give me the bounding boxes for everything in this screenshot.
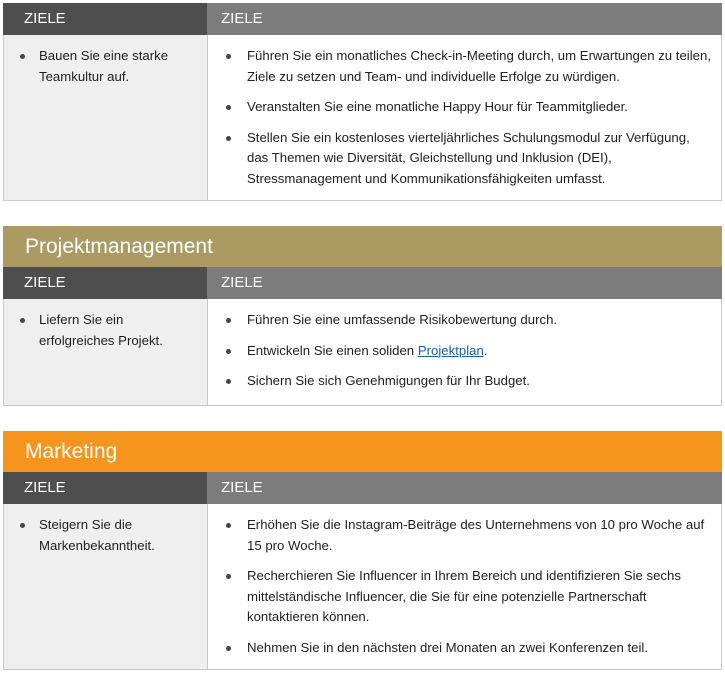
goal-cell <box>4 35 208 200</box>
col2-header: ZIELE <box>207 472 722 504</box>
marketing-section <box>3 431 722 670</box>
table-body <box>3 299 722 406</box>
project-management-section <box>3 226 722 406</box>
bullet-icon <box>226 105 231 110</box>
list-item: Führen Sie ein monatliches Check-in-Meeting durch, um Erwartungen zu teilen, Ziele zu setzen und Team- und individuelle Erfolge zu würdigen. <box>208 46 721 87</box>
bullet-icon <box>226 646 231 651</box>
list-item: Sichern Sie sich Genehmigungen für Ihr Budget. <box>208 371 721 392</box>
section-title: Projektmanagement <box>3 226 722 267</box>
projektplan-link[interactable]: Projektplan <box>417 342 484 358</box>
bullet-icon <box>226 574 231 579</box>
bullet-icon <box>226 379 231 384</box>
bullet-icon <box>20 523 25 528</box>
table-body <box>3 35 722 201</box>
col1-header: ZIELE <box>3 267 207 299</box>
actions-cell <box>208 35 721 200</box>
table-body <box>3 504 722 670</box>
bullet-icon <box>20 54 25 59</box>
team-culture-section <box>3 3 722 201</box>
goal-cell <box>4 299 208 405</box>
bullet-icon <box>226 136 231 141</box>
bullet-icon <box>226 54 231 59</box>
bullet-icon <box>226 318 231 323</box>
table-header <box>3 472 722 504</box>
table-header <box>3 3 722 35</box>
goal-cell <box>4 504 208 669</box>
list-item: Erhöhen Sie die Instagram-Beiträge des Unternehmens von 10 pro Woche auf 15 pro Woche. <box>208 515 721 556</box>
list-item: Recherchieren Sie Influencer in Ihrem Bereich und identifizieren Sie sechs mittelständische Influencer, die Sie für eine potenzielle Partnerschaft kontaktieren können. <box>208 566 721 628</box>
goal-item: Liefern Sie ein erfolgreiches Projekt. <box>4 310 207 351</box>
col2-header: ZIELE <box>207 3 722 35</box>
bullet-icon <box>20 318 25 323</box>
list-item: Stellen Sie ein kostenloses vierteljährliches Schulungsmodul zur Verfügung, das Themen wie Diversität, Gleichstellung und Inklusion (DEI), Stressmanagement und Kommunikationsfähigkeiten umfasst. <box>208 128 721 190</box>
table-header <box>3 267 722 299</box>
actions-cell <box>208 299 721 405</box>
bullet-icon <box>226 349 231 354</box>
col1-header: ZIELE <box>3 3 207 35</box>
col2-header: ZIELE <box>207 267 722 299</box>
bullet-icon <box>226 523 231 528</box>
list-item: Entwickeln Sie einen soliden Projektplan. <box>208 341 721 362</box>
list-item: Nehmen Sie in den nächsten drei Monaten an zwei Konferenzen teil. <box>208 638 721 659</box>
list-item: Führen Sie eine umfassende Risikobewertung durch. <box>208 310 721 331</box>
list-item: Veranstalten Sie eine monatliche Happy Hour für Teammitglieder. <box>208 97 721 118</box>
goal-item: Steigern Sie die Markenbekanntheit. <box>4 515 207 556</box>
section-title: Marketing <box>3 431 722 472</box>
actions-cell <box>208 504 721 669</box>
goal-item: Bauen Sie eine starke Teamkultur auf. <box>4 46 207 87</box>
col1-header: ZIELE <box>3 472 207 504</box>
